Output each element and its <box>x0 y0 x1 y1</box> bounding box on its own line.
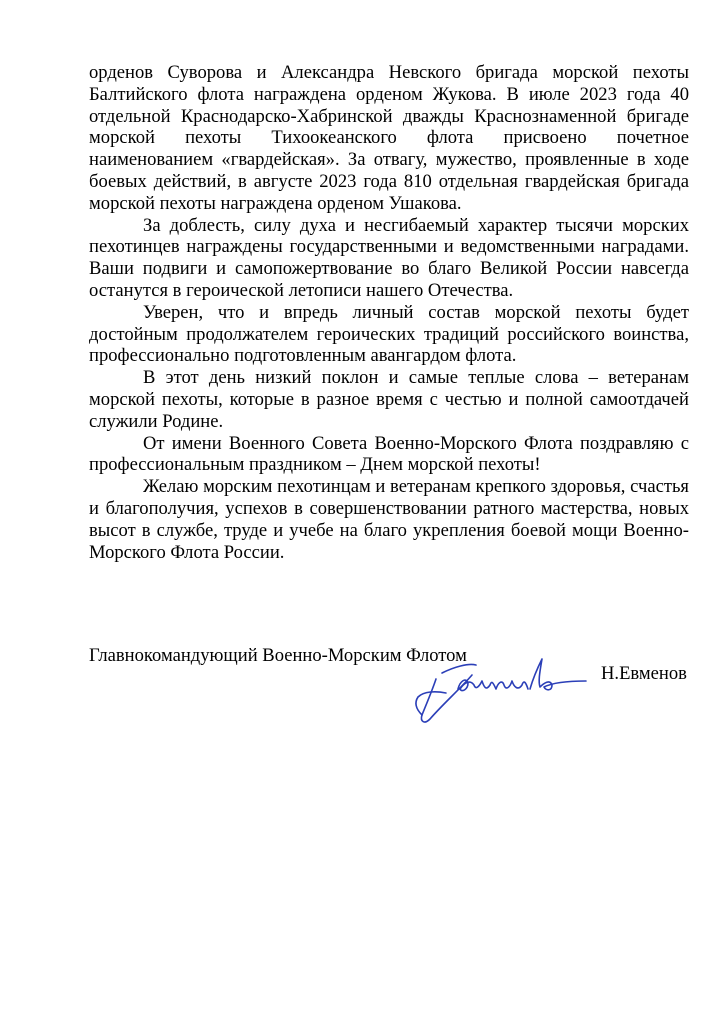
paragraph-3: Уверен, что и впредь личный состав морской пехоты будет достойным продолжателем героических традиций российского воинства, профессионально подготовленным авангардом флота. <box>89 301 689 367</box>
paragraph-2: За доблесть, силу духа и несгибаемый характер тысячи морских пехотинцев награждены государственными и ведомственными наградами. Ваши подвиги и самопожертвование во благо Великой России навсегда останутся в героической летописи нашего Отечества. <box>89 214 689 301</box>
handwritten-signature <box>402 645 602 729</box>
signature-block <box>89 645 689 725</box>
letter-body <box>89 62 689 563</box>
paragraph-5: От имени Военного Совета Военно-Морского Флота поздравляю с профессиональным праздником – Днем морской пехоты! <box>89 432 689 476</box>
paragraph-4: В этот день низкий поклон и самые теплые слова – ветеранам морской пехоты, которые в разное время с честью и полной самоотдачей служили Родине. <box>89 367 689 432</box>
paragraph-1: орденов Суворова и Александра Невского бригада морской пехоты Балтийского флота награждена орденом Жукова. В июле 2023 года 40 отдельной Краснодарско-Хабринской дважды Краснознаменной бригаде морской пехоты Тихоокеанского флота присвоено почетное наименованием «гвардейская». За отвагу, мужество, проявленные в ходе боевых действий, в августе 2023 года 810 отдельная гвардейская бригада морской пехоты награждена орденом Ушакова. <box>89 62 689 214</box>
signatory-title: Главнокомандующий Военно-Морским Флотом <box>89 645 467 666</box>
paragraph-6: Желаю морским пехотинцам и ветеранам крепкого здоровья, счастья и благополучия, успехов в совершенствовании ратного мастерства, новых высот в службе, труде и учебе на благо укрепления боевой мощи Военно-Морского Флота России. <box>89 476 689 563</box>
signatory-name: Н.Евменов <box>601 663 687 684</box>
